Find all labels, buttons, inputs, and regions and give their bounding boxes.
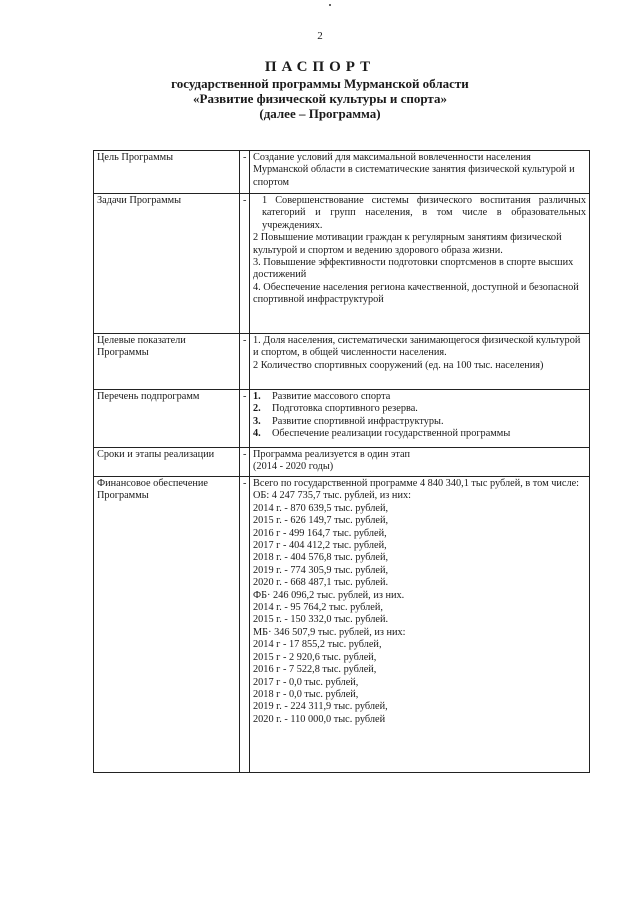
subprogram-text: Обеспечение реализации государственной программы <box>272 428 511 440</box>
subprogram-text: Развитие массового спорта <box>272 391 391 402</box>
row-dash: - <box>240 390 250 448</box>
finance-line: 2014 г. - 95 764,2 тыс. рублей, <box>253 602 383 614</box>
subprogram-item <box>253 403 586 415</box>
subprogram-number: 3. <box>253 415 261 427</box>
task-item: 3. Повышение эффективности подготовки спортсменов в спорте высших достижений <box>253 257 574 281</box>
finance-line: 2020 г. - 668 487,1 тыс. рублей. <box>253 577 389 589</box>
subprogram-number: 4. <box>253 428 261 440</box>
finance-line: 2015 г. - 150 332,0 тыс. рублей. <box>253 614 389 626</box>
table-row-timing <box>94 448 590 477</box>
finance-line: 2015 г - 2 920,6 тыс. рублей, <box>253 651 377 663</box>
task-item: 4. Обеспечение населения региона качественной, доступной и безопасной спортивной инфраструктурой <box>253 281 579 306</box>
finance-line: 2014 г - 17 855,2 тыс. рублей, <box>253 639 382 651</box>
table-row-tasks <box>94 194 590 334</box>
row-label-goal: Цель Программы <box>94 151 240 194</box>
row-label-finance: Финансовое обеспечение Программы <box>94 477 240 773</box>
indicator-item: 2 Количество спортивных сооружений (ед. на 100 тыс. населения) <box>253 359 544 371</box>
row-value-indicators <box>250 334 590 390</box>
table-row-goal <box>94 151 590 194</box>
heading-note: (далее – Программа) <box>259 106 381 121</box>
task-item: 1 Совершенствование системы физического воспитания различных категорий и групп населения, в том числе в образовательных учреждениях. <box>262 195 586 231</box>
finance-lines <box>253 490 586 726</box>
subprogram-text: Развитие спортивной инфраструктуры. <box>272 415 444 427</box>
table-row-finance <box>94 477 590 773</box>
row-dash: - <box>240 448 250 477</box>
subprogram-item <box>253 391 586 403</box>
timing-line: (2014 - 2020 годы) <box>253 461 334 473</box>
table-row-indicators <box>94 334 590 390</box>
finance-line: МБ· 346 507,9 тыс. рублей, из них: <box>253 626 406 638</box>
task-item: 2 Повышение мотивации граждан к регулярным занятиям физической культурой и спортом и ведению здорового образа жизни. <box>253 232 562 256</box>
heading-subtitle: государственной программы Мурманской области <box>171 76 469 91</box>
row-label-indicators: Целевые показатели Программы <box>94 334 240 390</box>
finance-line: 2018 г. - 404 576,8 тыс. рублей, <box>253 552 389 564</box>
finance-line: 2020 г. - 110 000,0 тыс. рублей <box>253 713 386 725</box>
document-heading <box>0 58 640 121</box>
passport-table <box>93 150 590 773</box>
row-value-goal: Создание условий для максимальной вовлеченности населения Мурманской области в систематические занятия физической культурой и спортом <box>250 151 590 194</box>
finance-line: 2015 г. - 626 149,7 тыс. рублей, <box>253 515 389 527</box>
finance-line: 2019 г. - 224 311,9 тыс. рублей, <box>253 701 388 713</box>
heading-program-name: «Развитие физической культуры и спорта» <box>193 91 447 106</box>
finance-line: ФБ· 246 096,2 тыс. рублей, из них. <box>253 589 405 601</box>
row-label-tasks: Задачи Программы <box>94 194 240 334</box>
row-value-timing <box>250 448 590 477</box>
finance-line: 2014 г. - 870 639,5 тыс. рублей, <box>253 502 389 514</box>
subprogram-number: 2. <box>253 403 261 415</box>
subprogram-item <box>253 416 586 428</box>
row-label-timing: Сроки и этапы реализации <box>94 448 240 477</box>
subprogram-number: 1. <box>253 391 261 402</box>
finance-intro: Всего по государственной программе 4 840 340,1 тыс рублей, в том числе: <box>253 478 580 489</box>
finance-line: 2016 г - 499 164,7 тыс. рублей, <box>253 527 387 539</box>
timing-line: Программа реализуется в один этап <box>253 449 410 460</box>
finance-line: 2019 г. - 774 305,9 тыс. рублей, <box>253 564 389 576</box>
row-dash: - <box>240 477 250 773</box>
finance-line: 2018 г - 0,0 тыс. рублей, <box>253 688 359 700</box>
finance-line: 2017 г - 404 412,2 тыс. рублей, <box>253 540 387 552</box>
subprogram-text: Подготовка спортивного резерва. <box>272 403 418 415</box>
row-label-subprograms: Перечень подпрограмм <box>94 390 240 448</box>
finance-line: ОБ: 4 247 735,7 тыс. рублей, из них: <box>253 490 411 502</box>
row-value-subprograms <box>250 390 590 448</box>
scan-dot <box>329 4 331 6</box>
heading-title: ПАСПОРТ <box>264 59 376 75</box>
row-dash: - <box>240 151 250 194</box>
row-dash: - <box>240 194 250 334</box>
page-number: 2 <box>317 30 323 42</box>
indicator-item: 1. Доля населения, систематически занимающегося физической культурой и спортом, в общей численности населения. <box>253 335 581 359</box>
row-dash: - <box>240 334 250 390</box>
row-value-finance <box>250 477 590 773</box>
finance-line: 2017 г - 0,0 тыс. рублей, <box>253 676 359 688</box>
subprogram-item <box>253 428 586 440</box>
row-value-tasks <box>250 194 590 334</box>
finance-line: 2016 г - 7 522,8 тыс. рублей, <box>253 664 377 676</box>
table-row-subprograms <box>94 390 590 448</box>
